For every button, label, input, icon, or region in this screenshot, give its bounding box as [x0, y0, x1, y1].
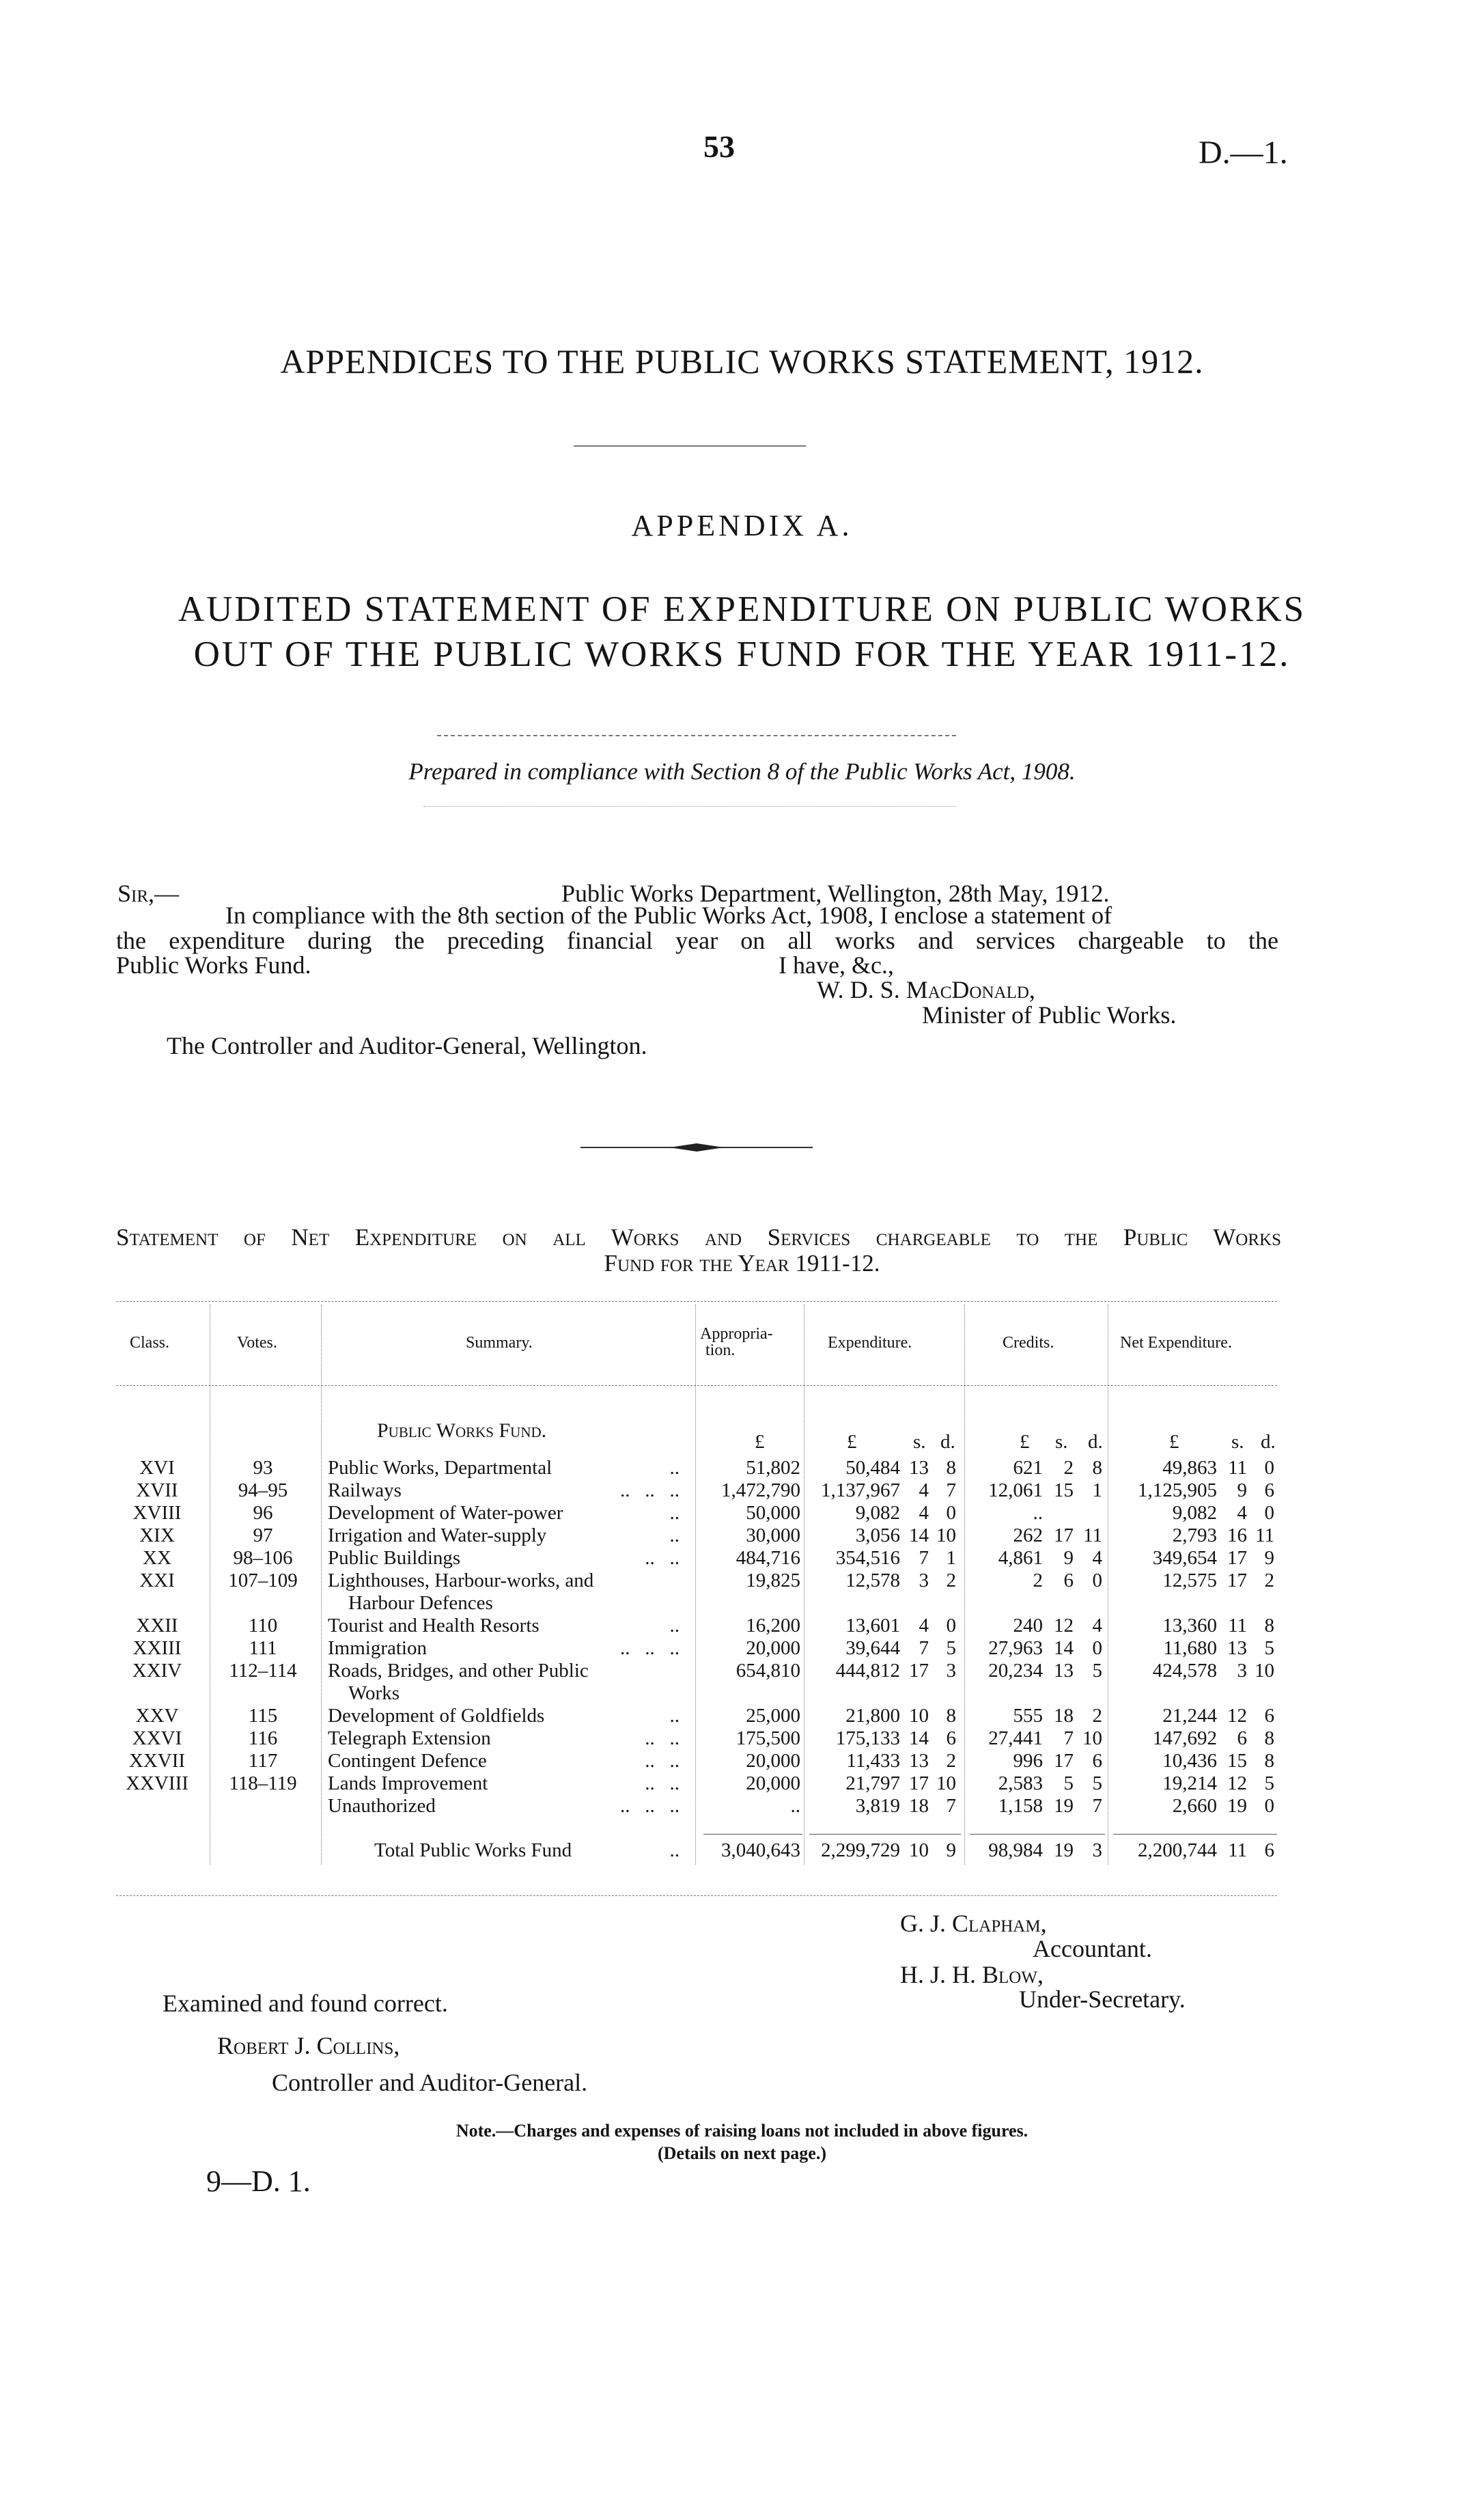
total-rule	[809, 1834, 961, 1835]
leader-dots: .. ..	[645, 1727, 680, 1749]
prepared-note: Prepared in compliance with Section 8 of the Public Works Act, 1908.	[408, 758, 1076, 785]
total-expenditure-pence: 9	[946, 1839, 956, 1861]
total-expenditure-shillings: 10	[909, 1839, 929, 1861]
unit-pound: £	[755, 1431, 765, 1453]
net-shillings: 12	[1227, 1705, 1247, 1727]
expenditure-pence: 10	[936, 1524, 956, 1546]
leader-dots: ..	[669, 1502, 680, 1524]
unit-shillings: s.	[1055, 1431, 1068, 1453]
summary-cell: Contingent Defence	[328, 1750, 487, 1772]
credits-shillings: 17	[1054, 1750, 1074, 1772]
expenditure-shillings: 13	[909, 1457, 929, 1479]
class-cell: XXVI	[132, 1727, 182, 1749]
examined-statement: Examined and found correct.	[163, 1990, 448, 2017]
credits-pence: 4	[1092, 1615, 1102, 1637]
expenditure-pence: 7	[946, 1795, 956, 1817]
appropriation: 20,000	[746, 1637, 800, 1659]
credits-pence: 0	[1092, 1570, 1102, 1591]
divider	[574, 445, 806, 447]
header-appropriation: Appropria-	[700, 1325, 773, 1343]
class-cell: XXVII	[128, 1750, 186, 1772]
note-line-1: Note.—Charges and expenses of raising loans not included in above figures.	[456, 2121, 1028, 2141]
net-pence: 6	[1264, 1479, 1274, 1501]
expenditure-shillings: 10	[909, 1705, 929, 1727]
expenditure-pence: 0	[946, 1615, 956, 1637]
leader-dots: ..	[669, 1615, 680, 1637]
expenditure-pounds: 444,812	[835, 1660, 900, 1682]
credits-pounds: 262	[1013, 1524, 1043, 1546]
expenditure-shillings: 14	[909, 1727, 929, 1749]
heading-line-2: OUT OF THE PUBLIC WORKS FUND FOR THE YEAR 1911-12.	[193, 635, 1291, 674]
credits-shillings: 14	[1054, 1637, 1074, 1659]
footer-reference: 9—D. 1.	[206, 2164, 311, 2198]
unit-pound: £	[847, 1431, 857, 1453]
total-net-pence: 6	[1264, 1839, 1274, 1861]
page-number: 53	[703, 129, 735, 164]
summary-cell: Roads, Bridges, and other Public	[328, 1660, 589, 1682]
expenditure-pounds: 3,056	[855, 1524, 900, 1546]
class-cell: XVI	[139, 1457, 175, 1479]
credits-pounds: 12,061	[988, 1479, 1043, 1501]
net-pence: 0	[1264, 1502, 1274, 1524]
net-pence: 9	[1264, 1547, 1274, 1569]
net-pence: 5	[1264, 1772, 1274, 1794]
expenditure-pence: 1	[946, 1547, 956, 1569]
expenditure-pounds: 39,644	[845, 1637, 900, 1659]
summary-cell: Immigration	[328, 1637, 427, 1659]
expenditure-pounds: 11,433	[846, 1750, 900, 1772]
total-rule	[970, 1834, 1105, 1835]
appropriation: 19,825	[746, 1570, 800, 1591]
net-pounds: 424,578	[1152, 1660, 1217, 1682]
net-shillings: 12	[1227, 1772, 1247, 1794]
document-reference: D.—1.	[1199, 135, 1288, 171]
net-pence: 8	[1264, 1750, 1274, 1772]
total-appropriation: 3,040,643	[721, 1839, 800, 1861]
expenditure-shillings: 14	[909, 1524, 929, 1546]
appropriation: 1,472,790	[721, 1479, 800, 1501]
header-votes: Votes.	[237, 1334, 277, 1352]
accountant-name: G. J. Clapham,	[900, 1910, 1047, 1937]
expenditure-pence: 2	[946, 1750, 956, 1772]
section-title: Public Works Fund.	[377, 1419, 547, 1442]
credits-pence: 5	[1092, 1660, 1102, 1682]
expenditure-pounds: 1,137,967	[821, 1479, 900, 1501]
total-credits-pence: 3	[1092, 1839, 1102, 1861]
leader-dots: .. ..	[645, 1750, 680, 1772]
votes-cell: 117	[248, 1750, 278, 1772]
net-pounds: 11,680	[1163, 1637, 1217, 1659]
credits-shillings: 13	[1054, 1660, 1074, 1682]
column-divider	[321, 1305, 322, 1865]
credits-pence: 1	[1092, 1479, 1102, 1501]
appropriation: 654,810	[736, 1660, 800, 1682]
votes-cell: 98–106	[233, 1547, 293, 1569]
credits-shillings: 19	[1054, 1795, 1074, 1817]
page-title: APPENDICES TO THE PUBLIC WORKS STATEMENT, 1912.	[280, 342, 1204, 380]
net-shillings: 9	[1237, 1479, 1247, 1501]
net-pence: 0	[1264, 1795, 1274, 1817]
net-pounds: 2,660	[1172, 1795, 1217, 1817]
votes-cell: 111	[249, 1637, 277, 1659]
class-cell: XXIII	[132, 1637, 182, 1659]
net-pence: 5	[1264, 1637, 1274, 1659]
credits-shillings: 12	[1054, 1615, 1074, 1637]
votes-cell: 96	[253, 1502, 273, 1524]
votes-cell: 110	[248, 1615, 278, 1637]
expenditure-pence: 7	[946, 1479, 956, 1501]
summary-cell: Telegraph Extension	[328, 1727, 491, 1749]
unit-shillings: s.	[913, 1431, 926, 1453]
net-pence: 8	[1264, 1727, 1274, 1749]
class-cell: XIX	[139, 1524, 175, 1546]
letter-body-line-3: Public Works Fund.	[116, 951, 311, 979]
divider	[437, 735, 956, 736]
letter-closing: I have, &c.,	[779, 951, 894, 979]
net-shillings: 17	[1227, 1547, 1247, 1569]
credits-pounds: 27,963	[988, 1637, 1043, 1659]
net-pounds: 49,863	[1162, 1457, 1217, 1479]
votes-cell: 116	[248, 1727, 278, 1749]
table-bottom-rule	[116, 1895, 1277, 1896]
net-shillings: 3	[1237, 1660, 1247, 1682]
header-appropriation-2: tion.	[705, 1341, 736, 1359]
expenditure-pence: 5	[946, 1637, 956, 1659]
net-pence: 0	[1264, 1457, 1274, 1479]
summary-cell: Unauthorized	[328, 1795, 436, 1817]
class-cell: XVIII	[132, 1502, 182, 1524]
net-pence: 11	[1255, 1524, 1274, 1546]
expenditure-pounds: 175,133	[835, 1727, 900, 1749]
credits-pounds: 555	[1013, 1705, 1043, 1727]
appendix-label: APPENDIX A.	[631, 509, 853, 542]
net-pence: 6	[1264, 1705, 1274, 1727]
expenditure-pence: 3	[946, 1660, 956, 1682]
appropriation: ..	[790, 1795, 800, 1817]
net-shillings: 4	[1237, 1502, 1247, 1524]
summary-cell: Railways	[328, 1479, 402, 1501]
under-secretary-name: H. J. H. Blow,	[900, 1961, 1044, 1988]
total-label: Total Public Works Fund	[374, 1839, 572, 1861]
letter-body-line-1: In compliance with the 8th section of the Public Works Act, 1908, I enclose a statement of	[225, 902, 1112, 929]
credits-pounds: 20,234	[988, 1660, 1043, 1682]
leader-dots: .. ..	[645, 1772, 680, 1794]
expenditure-shillings: 17	[909, 1772, 929, 1794]
credits-pence: 11	[1083, 1524, 1102, 1546]
expenditure-pence: 0	[946, 1502, 956, 1524]
column-divider	[695, 1305, 696, 1865]
expenditure-pounds: 13,601	[845, 1615, 900, 1637]
appropriation: 50,000	[746, 1502, 800, 1524]
net-shillings: 17	[1227, 1570, 1247, 1591]
column-divider	[964, 1305, 965, 1865]
header-net-expenditure: Net Expenditure.	[1120, 1334, 1232, 1352]
under-secretary-title: Under-Secretary.	[1019, 1986, 1186, 2013]
class-cell: XXII	[136, 1615, 178, 1637]
summary-cell: Public Works, Departmental	[328, 1457, 552, 1479]
net-pounds: 147,692	[1152, 1727, 1217, 1749]
ornament-divider	[580, 1141, 813, 1154]
credits-shillings: 17	[1054, 1524, 1074, 1546]
class-cell: XXV	[135, 1705, 179, 1727]
place-date: Public Works Department, Wellington, 28th May, 1912.	[561, 880, 1110, 907]
votes-cell: 115	[248, 1705, 278, 1727]
header-class: Class.	[130, 1334, 170, 1352]
leader-dots: ..	[669, 1839, 680, 1861]
net-shillings: 19	[1227, 1795, 1247, 1817]
credits-pounds: ..	[1033, 1502, 1043, 1524]
unit-shillings: s.	[1231, 1431, 1244, 1453]
leader-dots: .. .. ..	[620, 1795, 680, 1817]
expenditure-pounds: 12,578	[845, 1570, 900, 1591]
net-pounds: 1,125,905	[1138, 1479, 1217, 1501]
net-shillings: 11	[1228, 1457, 1247, 1479]
expenditure-pounds: 3,819	[855, 1795, 900, 1817]
total-expenditure-pounds: 2,299,729	[821, 1839, 900, 1861]
credits-pence: 4	[1092, 1547, 1102, 1569]
credits-pounds: 2	[1033, 1570, 1043, 1591]
net-shillings: 15	[1227, 1750, 1247, 1772]
expenditure-shillings: 17	[909, 1660, 929, 1682]
total-rule	[703, 1834, 802, 1835]
summary-cell: Tourist and Health Resorts	[328, 1615, 540, 1637]
credits-shillings: 6	[1063, 1570, 1074, 1591]
leader-dots: .. .. ..	[620, 1479, 680, 1501]
summary-cell: Lands Improvement	[328, 1772, 488, 1794]
summary-cell-continued: Harbour Defences	[348, 1592, 493, 1614]
table-top-rule	[116, 1301, 1277, 1302]
addressee: The Controller and Auditor-General, Wellington.	[167, 1032, 647, 1059]
net-pence: 8	[1264, 1615, 1274, 1637]
leader-dots: .. .. ..	[620, 1637, 680, 1659]
header-summary: Summary.	[466, 1334, 533, 1352]
appropriation: 20,000	[746, 1772, 800, 1794]
expenditure-shillings: 7	[919, 1547, 929, 1569]
auditor-name: Robert J. Collins,	[217, 2032, 400, 2059]
total-credits-pounds: 98,984	[988, 1839, 1043, 1861]
summary-cell: Public Buildings	[328, 1547, 461, 1569]
appropriation: 175,500	[736, 1727, 800, 1749]
minister-title: Minister of Public Works.	[922, 1001, 1177, 1029]
credits-pence: 0	[1092, 1637, 1102, 1659]
salutation: Sir,—	[117, 880, 180, 907]
expenditure-shillings: 3	[919, 1570, 929, 1591]
expenditure-pence: 10	[936, 1772, 956, 1794]
net-pounds: 12,575	[1162, 1570, 1217, 1591]
net-shillings: 16	[1227, 1524, 1247, 1546]
expenditure-pounds: 50,484	[845, 1457, 900, 1479]
credits-pounds: 2,583	[998, 1772, 1043, 1794]
credits-pounds: 27,441	[988, 1727, 1043, 1749]
net-pounds: 10,436	[1162, 1750, 1217, 1772]
credits-shillings: 7	[1063, 1727, 1074, 1749]
net-pounds: 9,082	[1172, 1502, 1217, 1524]
credits-pence: 8	[1092, 1457, 1102, 1479]
summary-cell: Development of Goldfields	[328, 1705, 545, 1727]
appropriation: 484,716	[736, 1547, 800, 1569]
header-expenditure: Expenditure.	[828, 1334, 912, 1352]
statement-title-line-2: Fund for the Year 1911-12.	[604, 1250, 880, 1277]
credits-shillings: 9	[1063, 1547, 1074, 1569]
expenditure-shillings: 4	[919, 1615, 929, 1637]
credits-pence: 6	[1092, 1750, 1102, 1772]
table-header-rule	[116, 1385, 1277, 1386]
credits-pounds: 4,861	[998, 1547, 1043, 1569]
credits-pence: 7	[1092, 1795, 1102, 1817]
accountant-title: Accountant.	[1033, 1935, 1152, 1962]
expenditure-shillings: 7	[919, 1637, 929, 1659]
net-pence: 2	[1264, 1570, 1274, 1591]
expenditure-pounds: 354,516	[835, 1547, 900, 1569]
appropriation: 30,000	[746, 1524, 800, 1546]
unit-pound: £	[1020, 1431, 1030, 1453]
votes-cell: 93	[253, 1457, 273, 1479]
total-credits-shillings: 19	[1054, 1839, 1074, 1861]
unit-pence: d.	[1261, 1431, 1276, 1453]
expenditure-pence: 6	[946, 1727, 956, 1749]
expenditure-pounds: 21,797	[845, 1772, 900, 1794]
credits-pounds: 996	[1013, 1750, 1043, 1772]
summary-cell-continued: Works	[348, 1682, 400, 1704]
expenditure-shillings: 18	[909, 1795, 929, 1817]
header-credits: Credits.	[1003, 1334, 1054, 1352]
leader-dots: ..	[669, 1705, 680, 1727]
expenditure-pence: 2	[946, 1570, 956, 1591]
net-shillings: 11	[1228, 1615, 1247, 1637]
letter-body-line-2: the expenditure during the preceding financial year on all works and services chargeable to the	[116, 927, 1278, 954]
summary-cell: Lighthouses, Harbour-works, and	[328, 1570, 594, 1591]
summary-cell: Development of Water-power	[328, 1502, 563, 1524]
unit-pence: d.	[940, 1431, 955, 1453]
expenditure-pence: 8	[946, 1705, 956, 1727]
votes-cell: 118–119	[229, 1772, 297, 1794]
net-shillings: 6	[1237, 1727, 1247, 1749]
appropriation: 25,000	[746, 1705, 800, 1727]
net-shillings: 13	[1227, 1637, 1247, 1659]
votes-cell: 107–109	[228, 1570, 298, 1591]
note-line-2: (Details on next page.)	[658, 2143, 826, 2163]
class-cell: XVII	[136, 1479, 178, 1501]
expenditure-pounds: 21,800	[845, 1705, 900, 1727]
expenditure-shillings: 4	[919, 1502, 929, 1524]
credits-pence: 5	[1092, 1772, 1102, 1794]
votes-cell: 97	[253, 1524, 273, 1546]
class-cell: XX	[143, 1547, 171, 1569]
expenditure-pence: 8	[946, 1457, 956, 1479]
minister-signature: W. D. S. MacDonald,	[817, 976, 1035, 1003]
appropriation: 51,802	[746, 1457, 800, 1479]
class-cell: XXI	[139, 1570, 175, 1591]
leader-dots: ..	[669, 1524, 680, 1546]
total-net-pounds: 2,200,744	[1138, 1839, 1217, 1861]
net-pounds: 2,793	[1172, 1524, 1217, 1546]
credits-pounds: 1,158	[998, 1795, 1043, 1817]
total-rule	[1113, 1834, 1277, 1835]
credits-pounds: 240	[1013, 1615, 1043, 1637]
summary-cell: Irrigation and Water-supply	[328, 1524, 547, 1546]
total-net-shillings: 11	[1228, 1839, 1247, 1861]
votes-cell: 112–114	[229, 1660, 297, 1682]
auditor-title: Controller and Auditor-General.	[272, 2069, 588, 2096]
expenditure-shillings: 13	[909, 1750, 929, 1772]
class-cell: XXVIII	[126, 1772, 188, 1794]
credits-pence: 2	[1092, 1705, 1102, 1727]
net-pounds: 349,654	[1152, 1547, 1217, 1569]
heading-line-1: AUDITED STATEMENT OF EXPENDITURE ON PUBLIC WORKS	[178, 589, 1306, 629]
statement-title-line-1: Statement of Net Expenditure on all Works and Services chargeable to the Public Works	[116, 1224, 1281, 1251]
unit-pence: d.	[1088, 1431, 1103, 1453]
net-pounds: 19,214	[1162, 1772, 1217, 1794]
credits-shillings: 15	[1054, 1479, 1074, 1501]
credits-shillings: 5	[1063, 1772, 1074, 1794]
expenditure-shillings: 4	[919, 1479, 929, 1501]
credits-pence: 10	[1082, 1727, 1102, 1749]
net-pence: 10	[1255, 1660, 1274, 1682]
net-pounds: 13,360	[1162, 1615, 1217, 1637]
credits-pounds: 621	[1013, 1457, 1043, 1479]
divider	[423, 806, 956, 807]
votes-cell: 94–95	[238, 1479, 288, 1501]
credits-shillings: 2	[1063, 1457, 1074, 1479]
credits-shillings: 18	[1054, 1705, 1074, 1727]
appropriation: 20,000	[746, 1750, 800, 1772]
expenditure-pounds: 9,082	[855, 1502, 900, 1524]
class-cell: XXIV	[132, 1660, 182, 1682]
net-pounds: 21,244	[1162, 1705, 1217, 1727]
leader-dots: ..	[669, 1457, 680, 1479]
unit-pound: £	[1169, 1431, 1179, 1453]
appropriation: 16,200	[746, 1615, 800, 1637]
leader-dots: .. ..	[645, 1547, 680, 1569]
